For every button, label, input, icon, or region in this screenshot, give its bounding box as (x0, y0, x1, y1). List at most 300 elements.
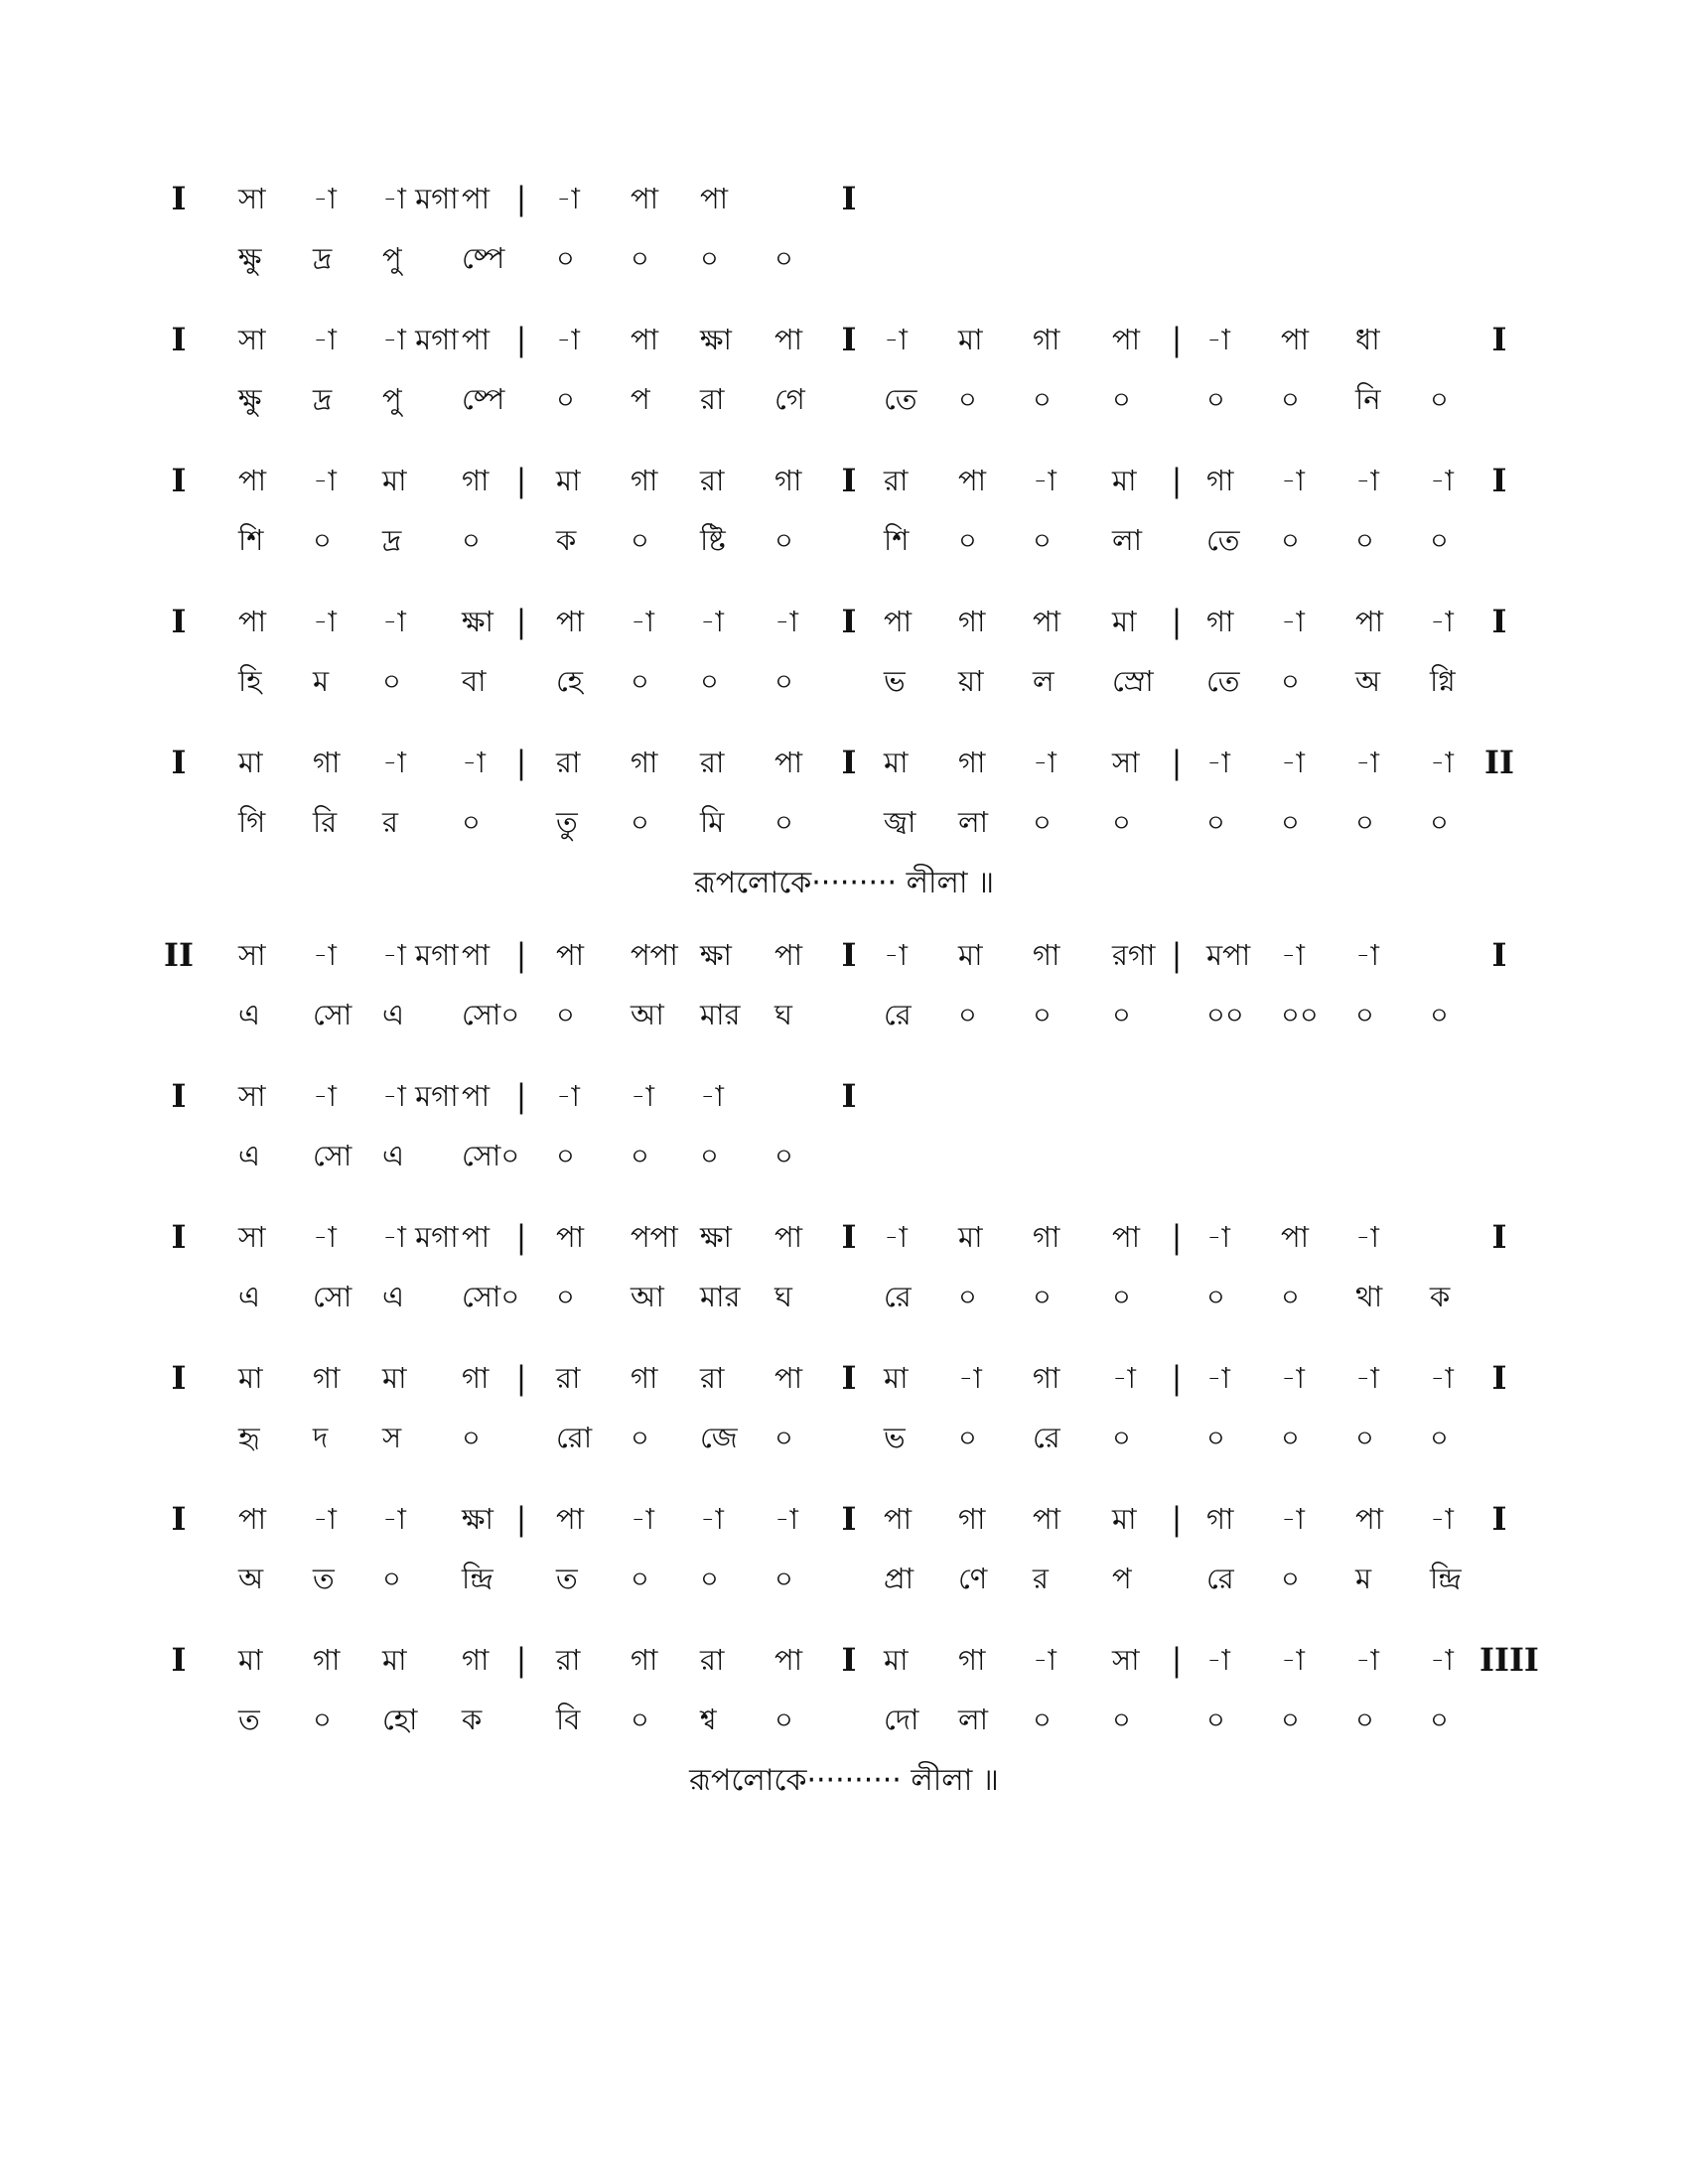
swara-note: পা (238, 1502, 267, 1536)
swara-note: রা (556, 1361, 581, 1395)
bar-line: I (841, 1641, 857, 1679)
lyric-syllable: ০ (1430, 382, 1449, 416)
swara-note: ক্ষা (462, 1502, 493, 1536)
swara-note: রা (700, 746, 725, 779)
swara-note: -া (1281, 746, 1305, 779)
swara-note: পা (556, 605, 585, 638)
lyric-syllable: রে (884, 998, 912, 1031)
lyric-syllable: বি (556, 1703, 581, 1736)
swara-note: -া (1033, 464, 1056, 497)
lyric-syllable: ০ (631, 805, 649, 839)
lyric-syllable: ০ (631, 1421, 649, 1454)
bar-line: I (171, 180, 187, 217)
beat-divider: | (1171, 321, 1183, 358)
lyric-syllable: অ (238, 1562, 264, 1595)
swara-note: পপা (631, 938, 678, 972)
bar-line: I (171, 1359, 187, 1397)
swara-row (0, 1215, 1688, 1265)
lyric-syllable: ন্দ্রি (1430, 1562, 1462, 1595)
swara-note: সা (238, 938, 266, 972)
lyric-syllable: দো (884, 1703, 919, 1736)
swara-note: -া (382, 605, 406, 638)
lyric-syllable: দ্র (313, 382, 333, 416)
lyric-syllable: ০ (1281, 1421, 1300, 1454)
swara-note: পা (1112, 1220, 1141, 1254)
lyric-syllable: ০ (700, 1562, 719, 1595)
swara-note: -া (556, 182, 580, 215)
notation-line (0, 741, 1688, 860)
lyric-syllable: ০ (1281, 805, 1300, 839)
swara-note: পা (238, 464, 267, 497)
swara-note: -া মগা (382, 323, 459, 356)
swara-note: রা (700, 464, 725, 497)
bar-line: I (841, 744, 857, 781)
lyric-syllable: রে (1033, 1421, 1060, 1454)
swara-row (0, 177, 1688, 226)
lyric-syllable: দ (313, 1421, 329, 1454)
swara-note: -া (1355, 464, 1379, 497)
swara-note: -া (313, 1502, 337, 1536)
lyric-syllable: ০ (1281, 523, 1300, 557)
swara-note: -া (631, 1079, 654, 1113)
lyric-syllable: ০ (1430, 523, 1449, 557)
beat-divider: | (1171, 1500, 1183, 1538)
lyric-syllable: ণে (958, 1562, 988, 1595)
lyric-syllable: এ (238, 1280, 261, 1313)
bar-line: I (841, 1359, 857, 1397)
lyric-syllable: ঘ (774, 1280, 792, 1313)
swara-note: গা (1033, 1220, 1060, 1254)
swara-note: গা (1206, 1502, 1234, 1536)
lyric-syllable: হৃ (238, 1421, 260, 1454)
lyric-syllable: ০ (462, 805, 481, 839)
swara-note: মা (884, 746, 909, 779)
swara-note: গা (631, 746, 658, 779)
lyric-syllable: এ (382, 998, 405, 1031)
notation-line (0, 1074, 1688, 1193)
swara-note: ক্ষা (700, 323, 732, 356)
swara-note: -া (1430, 746, 1454, 779)
lyric-syllable: ন্দ্রি (462, 1562, 493, 1595)
lyric-syllable: ০ (1281, 382, 1300, 416)
lyric-syllable: নি (1355, 382, 1381, 416)
lyric-syllable: ০ (958, 1280, 977, 1313)
lyric-syllable: ০ (1206, 1280, 1225, 1313)
swara-note: পা (884, 1502, 913, 1536)
lyric-syllable: ০ (700, 241, 719, 275)
lyric-syllable: ০ (1281, 1562, 1300, 1595)
swara-note: -া (556, 323, 580, 356)
swara-note: গা (313, 746, 341, 779)
lyric-syllable: ০ (462, 523, 481, 557)
beat-divider: | (515, 462, 527, 499)
lyric-syllable: রো (556, 1421, 593, 1454)
lyric-syllable: ০ (1033, 805, 1052, 839)
swara-note: মা (958, 323, 983, 356)
swara-note: -া (1206, 1220, 1230, 1254)
notation-line (0, 600, 1688, 719)
lyric-syllable: শ্ব (700, 1703, 717, 1736)
swara-note: পা (774, 746, 803, 779)
swara-note: সা (238, 323, 266, 356)
swara-row (0, 933, 1688, 983)
lyric-syllable: রে (884, 1280, 912, 1313)
lyric-syllable: ০ (1430, 1703, 1449, 1736)
notation-line (0, 1356, 1688, 1475)
swara-note: গা (631, 1643, 658, 1677)
swara-note: পা (556, 938, 585, 972)
lyric-syllable: আ (631, 1280, 664, 1313)
lyric-syllable: ভ (884, 664, 906, 698)
swara-note: -া (1430, 605, 1454, 638)
lyric-syllable: ০ (1112, 1703, 1131, 1736)
lyric-syllable: ল (1033, 664, 1055, 698)
swara-note: -া (1430, 1361, 1454, 1395)
swara-note: পা (1112, 323, 1141, 356)
lyric-syllable: ০ (1355, 805, 1374, 839)
swara-note: -া (1281, 1643, 1305, 1677)
swara-note: গা (631, 1361, 658, 1395)
lyric-syllable: গি (238, 805, 266, 839)
lyric-syllable: পু (382, 382, 402, 416)
swara-row (0, 1356, 1688, 1406)
lyric-row (0, 518, 1688, 568)
lyric-syllable: ০ (1206, 382, 1225, 416)
swara-note: গা (774, 464, 802, 497)
lyric-syllable: ত (313, 1562, 335, 1595)
lyric-syllable: এ (382, 1139, 405, 1172)
lyric-syllable: লা (1112, 523, 1143, 557)
swara-note: গা (1033, 323, 1060, 356)
bar-line: I (171, 1077, 187, 1115)
bar-line: I (841, 1218, 857, 1256)
lyric-syllable: ভ (884, 1421, 906, 1454)
lyric-syllable: ঘ (774, 998, 792, 1031)
lyric-syllable: ০ (631, 241, 649, 275)
swara-note: -া (313, 938, 337, 972)
swara-note: -া (1355, 1643, 1379, 1677)
lyric-syllable: ০ (1206, 805, 1225, 839)
swara-note: -া (313, 1220, 337, 1254)
swara-note: -া (313, 605, 337, 638)
swara-note: -া (958, 1361, 982, 1395)
lyric-syllable: গে (774, 382, 805, 416)
beat-divider: | (515, 1077, 527, 1115)
swara-note: গা (958, 605, 986, 638)
swara-note: -া (774, 1502, 798, 1536)
beat-divider: | (515, 603, 527, 640)
swara-note: পা (556, 1502, 585, 1536)
swara-note: গা (462, 1361, 490, 1395)
bar-line: I (1491, 1218, 1507, 1256)
lyric-syllable: শি (238, 523, 264, 557)
swara-note: ধা (1355, 323, 1380, 356)
swara-note: রা (556, 746, 581, 779)
swara-note: -া মগা (382, 1079, 459, 1113)
notation-line (0, 1638, 1688, 1757)
lyric-syllable: র (382, 805, 398, 839)
lyric-syllable: ০ (1033, 1703, 1052, 1736)
bar-line: I (171, 462, 187, 499)
lyric-syllable: ০ (1033, 998, 1052, 1031)
lyric-row (0, 659, 1688, 709)
swara-note: মা (1112, 1502, 1137, 1536)
lyric-syllable: ০ (1430, 805, 1449, 839)
lyric-syllable: ০ (556, 382, 575, 416)
swara-note: -া (1355, 1361, 1379, 1395)
swara-note: পা (462, 1079, 491, 1113)
swara-note: পা (1033, 1502, 1061, 1536)
lyric-syllable: ০ (382, 1562, 401, 1595)
lyric-syllable: ০ (774, 664, 793, 698)
lyric-syllable: থা (1355, 1280, 1383, 1313)
beat-divider: | (1171, 1359, 1183, 1397)
lyric-syllable: ত (556, 1562, 578, 1595)
swara-note: পা (774, 938, 803, 972)
swara-note: -া (1281, 1361, 1305, 1395)
lyric-syllable: লা (958, 805, 989, 839)
swara-note: -া মগা (382, 182, 459, 215)
swara-row (0, 741, 1688, 790)
lyric-syllable: তে (1206, 664, 1240, 698)
refrain-cue: রূপলোকে·········· লীলা ॥ (689, 1763, 999, 1798)
lyric-syllable: ০ (1033, 1280, 1052, 1313)
swara-note: -া (313, 1079, 337, 1113)
swara-note: মা (382, 464, 407, 497)
swara-note: মা (382, 1643, 407, 1677)
swara-note: রা (700, 1361, 725, 1395)
swara-note: সা (238, 1079, 266, 1113)
lyric-syllable: ক (1430, 1280, 1451, 1313)
refrain-cue: রূপলোকে········· লীলা ॥ (693, 866, 995, 900)
bar-line: I (1491, 603, 1507, 640)
swara-note: -া মগা (382, 1220, 459, 1254)
lyric-syllable: ০ (631, 1703, 649, 1736)
lyric-syllable: ০ (556, 998, 575, 1031)
lyric-syllable: য়া (958, 664, 984, 698)
bar-line: I (841, 936, 857, 974)
swara-note: মা (1112, 605, 1137, 638)
swara-note: পা (774, 323, 803, 356)
lyric-syllable: দ্র (382, 523, 402, 557)
beat-divider: | (515, 1359, 527, 1397)
lyric-syllable: ০ (958, 998, 977, 1031)
swara-note: -া (1430, 1502, 1454, 1536)
swara-note: গা (313, 1643, 341, 1677)
lyric-syllable: পু (382, 241, 402, 275)
lyric-syllable: ০ (1355, 1421, 1374, 1454)
notation-line (0, 459, 1688, 578)
swara-note: -া (700, 1079, 724, 1113)
swara-note: রা (700, 1643, 725, 1677)
swara-note: পা (774, 1643, 803, 1677)
swara-note: মা (958, 1220, 983, 1254)
swara-row (0, 459, 1688, 508)
lyric-syllable: শি (884, 523, 910, 557)
swara-note: -া (1355, 938, 1379, 972)
lyric-syllable: ০ (1033, 382, 1052, 416)
swara-note: -া মগা (382, 938, 459, 972)
lyric-row (0, 1557, 1688, 1606)
lyric-syllable: প (1112, 1562, 1132, 1595)
swara-note: পা (556, 1220, 585, 1254)
lyric-syllable: সো০ (462, 1280, 520, 1313)
swara-note: গা (1206, 605, 1234, 638)
beat-divider: | (1171, 744, 1183, 781)
lyric-syllable: ০ (1355, 998, 1374, 1031)
swara-note: সা (1112, 1643, 1140, 1677)
lyric-syllable: ষ্পে (462, 382, 505, 416)
lyric-syllable: ০ (774, 805, 793, 839)
swara-note: -া (774, 605, 798, 638)
swara-note: গা (1206, 464, 1234, 497)
lyric-syllable: সো (313, 1280, 352, 1313)
lyric-syllable: ০ (631, 1139, 649, 1172)
lyric-syllable: স (382, 1421, 402, 1454)
lyric-syllable: সো০ (462, 1139, 520, 1172)
lyric-syllable: ক্ষু (238, 241, 262, 275)
lyric-syllable: ০ (462, 1421, 481, 1454)
swara-note: -া (1355, 746, 1379, 779)
lyric-syllable: হো (382, 1703, 418, 1736)
swara-note: রা (556, 1643, 581, 1677)
swara-note: রগা (1112, 938, 1156, 972)
lyric-syllable: মার (700, 998, 741, 1031)
swara-note: গা (958, 1502, 986, 1536)
swara-note: গা (958, 1643, 986, 1677)
beat-divider: | (515, 936, 527, 974)
lyric-syllable: এ (238, 1139, 261, 1172)
notation-line (0, 1497, 1688, 1616)
lyric-syllable: ষ্টি (700, 523, 726, 557)
lyric-syllable: র (1033, 1562, 1049, 1595)
swara-note: পা (700, 182, 729, 215)
beat-divider: | (515, 1218, 527, 1256)
lyric-syllable: প্রা (884, 1562, 914, 1595)
lyric-row (0, 993, 1688, 1042)
swara-note: -া (1206, 746, 1230, 779)
swara-note: গা (1033, 1361, 1060, 1395)
swara-note: পা (462, 938, 491, 972)
swara-note: -া (884, 1220, 908, 1254)
lyric-syllable: রে (1206, 1562, 1234, 1595)
swara-note: পপা (631, 1220, 678, 1254)
swara-note: -া (1281, 1502, 1305, 1536)
swara-note: -া (1281, 938, 1305, 972)
swara-note: সা (238, 182, 266, 215)
bar-line: I (1491, 936, 1507, 974)
lyric-row (0, 377, 1688, 427)
swara-note: গা (631, 464, 658, 497)
bar-line: I (841, 462, 857, 499)
lyric-syllable: ০ (313, 1703, 332, 1736)
lyric-syllable: ০ (631, 1562, 649, 1595)
lyric-syllable: ০ (774, 241, 793, 275)
beat-divider: | (1171, 936, 1183, 974)
lyric-syllable: হি (238, 664, 262, 698)
swara-note: রা (884, 464, 909, 497)
swara-note: গা (462, 1643, 490, 1677)
lyric-syllable: ০ (631, 523, 649, 557)
swara-note: পা (958, 464, 987, 497)
beat-divider: | (1171, 1218, 1183, 1256)
bar-line: I (1491, 321, 1507, 358)
bar-line: I (841, 1077, 857, 1115)
lyric-syllable: ম (313, 664, 330, 698)
swara-row (0, 1074, 1688, 1124)
lyric-syllable: ০ (774, 1421, 793, 1454)
swara-note: ক্ষা (700, 938, 732, 972)
swara-note: পা (1281, 323, 1310, 356)
swara-note: পা (1281, 1220, 1310, 1254)
lyric-syllable: ০ (1430, 998, 1449, 1031)
bar-line: I (841, 1500, 857, 1538)
bar-line: I (171, 603, 187, 640)
bar-line: I (841, 321, 857, 358)
lyric-syllable: রা (700, 382, 725, 416)
lyric-syllable: ০ (1206, 1703, 1225, 1736)
swara-note: মা (238, 1643, 263, 1677)
lyric-syllable: বা (462, 664, 487, 698)
swara-note: ক্ষা (462, 605, 493, 638)
beat-divider: | (1171, 462, 1183, 499)
swara-note: -া (382, 746, 406, 779)
bar-line: II (1484, 744, 1514, 781)
lyric-row (0, 1275, 1688, 1324)
lyric-syllable: দ্র (313, 241, 333, 275)
swara-note: পা (631, 182, 659, 215)
lyric-syllable: হে (556, 664, 584, 698)
swara-note: -া (382, 1502, 406, 1536)
swara-note: মা (238, 1361, 263, 1395)
lyric-syllable: ০ (1112, 1280, 1131, 1313)
lyric-row (0, 1416, 1688, 1465)
lyric-syllable: ০ (556, 241, 575, 275)
lyric-syllable: ক (462, 1703, 483, 1736)
lyric-syllable: ০ (958, 523, 977, 557)
bar-line: IIII (1479, 1641, 1539, 1679)
lyric-syllable: সো (313, 998, 352, 1031)
bar-line: I (841, 603, 857, 640)
swara-note: পা (1033, 605, 1061, 638)
swara-note: মা (382, 1361, 407, 1395)
lyric-syllable: মি (700, 805, 725, 839)
lyric-syllable: মার (700, 1280, 741, 1313)
notation-line (0, 1215, 1688, 1334)
lyric-syllable: ০ (1281, 1703, 1300, 1736)
swara-note: পা (1355, 605, 1384, 638)
swara-note: পা (1355, 1502, 1384, 1536)
lyric-syllable: ০ (774, 1139, 793, 1172)
swara-note: -া (462, 746, 486, 779)
lyric-syllable: এ (238, 998, 261, 1031)
lyric-syllable: ০ (1355, 1703, 1374, 1736)
lyric-syllable: রি (313, 805, 338, 839)
lyric-syllable: ০ (1112, 805, 1131, 839)
swara-note: -া (1430, 464, 1454, 497)
swara-note: -া (1206, 1643, 1230, 1677)
beat-divider: | (515, 744, 527, 781)
bar-line: I (171, 1218, 187, 1256)
lyric-syllable: ক (556, 523, 577, 557)
swara-note: মপা (1206, 938, 1251, 972)
lyric-syllable: ০ (1355, 523, 1374, 557)
lyric-syllable: ০ (1112, 998, 1131, 1031)
bar-line: I (1491, 1500, 1507, 1538)
lyric-syllable: সো (313, 1139, 352, 1172)
lyric-syllable: ০ (1281, 664, 1300, 698)
swara-note: সা (1112, 746, 1140, 779)
